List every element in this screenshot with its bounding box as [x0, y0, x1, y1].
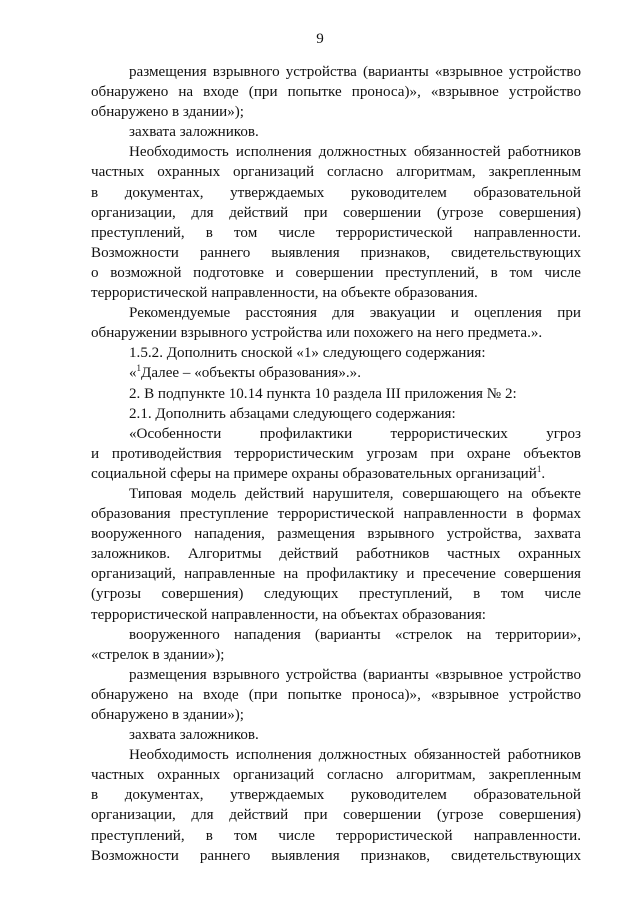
line-text: террористической направленности, на объекте образования.: [91, 285, 478, 302]
line-text: Далее – «объекты образования».».: [141, 365, 362, 382]
line-text: Необходимость исполнения должностных обязанностей работников: [129, 747, 581, 764]
text-line: [91, 544, 581, 564]
text-line: [91, 102, 581, 122]
text-line: [91, 504, 581, 524]
line-text: образования преступление террористической направленности в формах: [91, 506, 581, 523]
text-line: [91, 343, 581, 363]
line-text: вооруженного нападения, размещения взрывного устройства, захвата: [91, 526, 581, 543]
text-line: [91, 283, 581, 303]
text-line: [91, 484, 581, 504]
text-line: [91, 82, 581, 102]
line-text: обнаружено на входе (при попытке проноса)», «взрывное устройство: [91, 686, 581, 703]
line-text: Возможности раннего выявления признаков, свидетельствующих: [91, 244, 581, 261]
text-line: [91, 584, 581, 604]
text-line: [91, 404, 581, 424]
line-text: Необходимость исполнения должностных обязанностей работников: [129, 144, 581, 161]
line-text: организации, для действий при совершении (угрозе совершения): [91, 807, 581, 824]
text-line: [91, 685, 581, 705]
text-line: [91, 745, 581, 765]
line-text: (угрозы совершения) следующих преступлений, в том числе: [91, 586, 581, 603]
line-text: 2.1. Дополнить абзацами следующего содержания:: [129, 405, 456, 422]
page-number: 9: [316, 31, 324, 47]
line-text: террористической направленности, на объектах образования:: [91, 606, 486, 623]
text-line: [91, 605, 581, 625]
line-text: Типовая модель действий нарушителя, совершающего на объекте: [129, 485, 581, 502]
text-line: [91, 122, 581, 142]
line-text: Возможности раннего выявления признаков, свидетельствующих: [91, 847, 581, 864]
line-text: размещения взрывного устройства (варианты «взрывное устройство: [129, 666, 581, 683]
text-line: [91, 645, 581, 665]
line-text: «стрелок в здании»);: [91, 646, 225, 663]
line-text: захвата заложников.: [129, 124, 259, 141]
footnote-marker: 1: [136, 363, 142, 374]
text-line: [91, 263, 581, 283]
text-line: [91, 625, 581, 645]
text-line: [91, 62, 581, 82]
text-line: [91, 846, 581, 866]
text-line: [91, 303, 581, 323]
line-text: о возможной подготовке и совершении преступлений, в том числе: [91, 264, 581, 281]
document-body: [91, 62, 581, 866]
line-text: организации, для действий при совершении (угрозе совершения): [91, 204, 581, 221]
text-line: [91, 162, 581, 182]
text-line: [91, 665, 581, 685]
footnote-marker: 1: [536, 463, 542, 474]
line-text: и противодействия террористическим угрозам при охране объектов: [91, 445, 581, 462]
text-line: [91, 323, 581, 343]
line-text: обнаружено в здании»);: [91, 104, 244, 121]
line-text: обнаружено в здании»);: [91, 707, 244, 723]
line-text: в документах, утверждаемых руководителем образовательной: [91, 787, 581, 804]
text-line: [91, 805, 581, 825]
line-text: 2. В подпункте 10.14 пункта 10 раздела III приложения № 2:: [129, 385, 517, 402]
line-text: обнаружении взрывного устройства или похожего на него предмета.».: [91, 325, 543, 342]
text-line: [91, 705, 581, 725]
line-text: захвата заложников.: [129, 727, 259, 744]
text-line: [91, 444, 581, 464]
line-text: размещения взрывного устройства (варианты «взрывное устройство: [129, 64, 581, 80]
line-text: преступлений, в том числе террористической направленности.: [91, 224, 581, 241]
line-text: 1.5.2. Дополнить сноской «1» следующего содержания:: [129, 345, 486, 362]
line-text: организаций, направленные на профилактику и пресечение совершения: [91, 566, 581, 583]
text-line: [91, 524, 581, 544]
line-text: преступлений, в том числе террористической направленности.: [91, 827, 581, 844]
text-line: [91, 725, 581, 745]
line-text: в документах, утверждаемых руководителем образовательной: [91, 184, 581, 201]
line-text: обнаружено на входе (при попытке проноса)», «взрывное устройство: [91, 84, 581, 101]
text-line: [91, 243, 581, 263]
line-text: социальной сферы на примере охраны образовательных организаций: [91, 465, 537, 482]
text-line: [91, 223, 581, 243]
text-line: [91, 384, 581, 404]
line-text: частных охранных организаций согласно алгоритмам, закрепленным: [91, 767, 581, 784]
line-text: частных охранных организаций согласно алгоритмам, закрепленным: [91, 164, 581, 181]
text-line: [91, 203, 581, 223]
text-line: [91, 363, 581, 383]
line-text: «Особенности профилактики террористических угроз: [129, 425, 581, 442]
text-line: [91, 424, 581, 444]
line-text: Рекомендуемые расстояния для эвакуации и оцепления при: [129, 305, 581, 322]
text-line: [91, 142, 581, 162]
text-line: [91, 183, 581, 203]
line-suffix: .: [541, 465, 546, 482]
text-line: [91, 464, 581, 484]
text-line: [91, 564, 581, 584]
line-text: заложников. Алгоритмы действий работников частных охранных: [91, 546, 581, 563]
text-line: [91, 826, 581, 846]
text-line: [91, 765, 581, 785]
line-text: вооруженного нападения (варианты «стрелок на территории»,: [129, 626, 581, 643]
text-line: [91, 785, 581, 805]
line-prefix: «: [129, 365, 137, 382]
